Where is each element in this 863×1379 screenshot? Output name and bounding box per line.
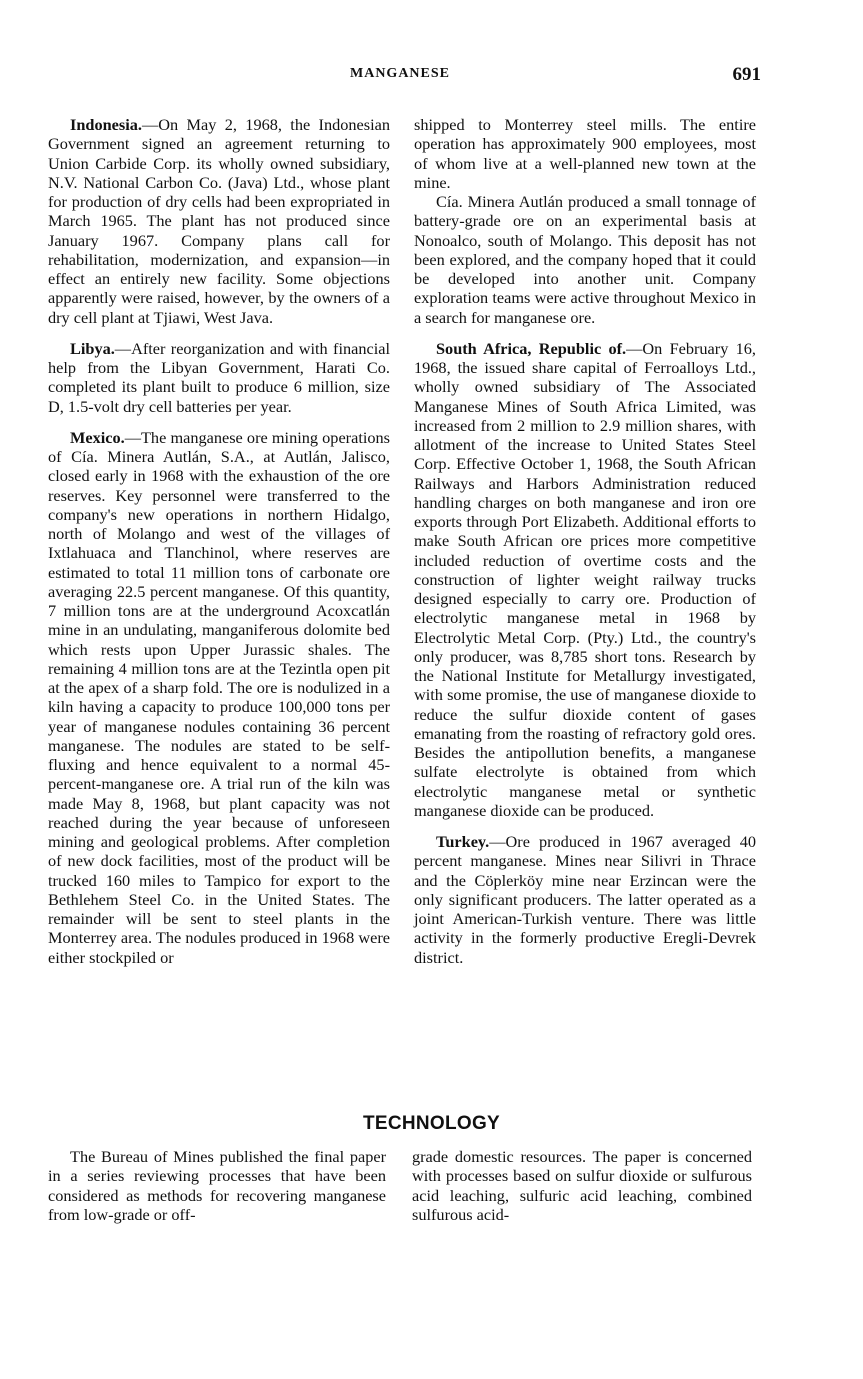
paragraph-indonesia: [48, 115, 390, 327]
paragraph-turkey: [414, 832, 756, 967]
paragraph-text: —The manganese ore mining operations of Cía. Minera Autlán, S.A., at Autlán, Jalisco, closed early in 1968 with the exhaustion of the ore reserves. Key personnel were transferred to the company's new operations in northern Hidalgo, north of Molango and west of the villages of Ixtlahuaca and Tlanchinol, where reserves are estimated to total 11 million tons of carbonate ore averaging 22.5 percent manganese. Of this quantity, 7 million tons are at the underground Acoxcatlán mine in an undulating, manganiferous dolomite bed which rests upon Upper Jurassic shales. The remaining 4 million tons are at the Tezintla open pit at the apex of a sharp fold. The ore is nodulized in a kiln having a capacity to produce 100,000 tons per year of manganese nodules containing 36 percent manganese. The nodules are stated to be self-fluxing and hence equivalent to a normal 45-percent-manganese ore. A trial run of the kiln was made May 8, 1968, but plant capacity was not reached during the year because of unforeseen mining and geological problems. After completion of new dock facilities, most of the product will be trucked 160 miles to Tampico for export to the Bethlehem Steel Co. in the United States. The remainder will be sent to steel plants in the Monterrey area. The nodules produced in 1968 were either stockpiled or: [48, 427, 390, 967]
technology-right-column: [412, 1147, 752, 1224]
paragraph-text: —After reorganization and with financial help from the Libyan Government, Harati Co. completed its plant built to produce 6 million, size D, 1.5-volt dry cell batteries per year.: [48, 338, 390, 416]
paragraph-text: —On February 16, 1968, the issued share capital of Ferroalloys Ltd., wholly owned subsidiary of The Associated Manganese Mines of South Africa Limited, was increased from 2 million to 2.9 million shares, with allotment of the increase to United States Steel Corp. Effective October 1, 1968, the South African Railways and Harbors Administration reduced handling charges on both manganese and iron ore exports through Port Elizabeth. Additional efforts to make South African ore prices more competitive included reduction of overtime costs and the construction of lighter weight railway trucks designed especially to carry ore. Production of electrolytic manganese metal in 1968 by Electrolytic Metal Corp. (Pty.) Ltd., the country's only producer, was 8,785 short tons. Research by the National Institute for Metallurgy investigated, with some promise, the use of manganese dioxide to reduce the sulfur dioxide content of gases emanating from the roasting of refractory gold ores. Besides the antipollution benefits, a manganese sulfate electrolyte is obtained from which electrolytic manganese metal or synthetic manganese dioxide can be produced.: [414, 338, 756, 820]
paragraph-south-africa: [414, 339, 756, 820]
section-heading-technology: TECHNOLOGY: [362, 1113, 501, 1134]
left-column: [48, 115, 390, 967]
paragraph-text: —On May 2, 1968, the Indonesian Government signed an agreement returning to Union Carbide Corp. its wholly owned subsidiary, N.V. National Carbon Co. (Java) Ltd., whose plant for production of dry cells had been expropriated in March 1965. The plant has not produced since January 1967. Company plans call for rehabilitation, modernization, and expansion—in effect an entirely new facility. Some objections apparently were raised, however, by the owners of a dry cell plant at Tjiawi, West Java.: [48, 115, 390, 327]
paragraph-mexico-continued: shipped to Monterrey steel mills. The entire operation has approximately 900 employees, most of whom live at a well-planned new town at the mine.: [414, 115, 756, 192]
country-heading-mexico: Mexico.: [70, 427, 125, 447]
running-title: MANGANESE: [350, 66, 451, 81]
country-heading-south-africa: South Africa, Republic of.: [436, 338, 627, 358]
paragraph-text: —Ore produced in 1967 averaged 40 percent manganese. Mines near Silivri in Thrace and the Cöplerköy mine near Erzincan were the only significant producers. The latter operated as a joint American-Turkish venture. There was little activity in the formerly productive Eregli-Devrek district.: [414, 832, 756, 967]
right-column: [414, 115, 756, 967]
technology-left-column: [48, 1147, 386, 1224]
page-number: 691: [732, 64, 761, 85]
paragraph-mexico: [48, 428, 390, 967]
paragraph-technology-start: The Bureau of Mines published the final paper in a series reviewing processes that have been considered as methods for recovering manganese from low-grade or off-: [48, 1147, 386, 1224]
paragraph-libya: [48, 339, 390, 416]
country-heading-libya: Libya.: [70, 338, 115, 358]
running-head: [0, 66, 863, 86]
paragraph-technology-continued: grade domestic resources. The paper is concerned with processes based on sulfur dioxide or sulfurous acid leaching, sulfuric acid leaching, combined sulfurous acid-: [412, 1147, 752, 1224]
country-heading-indonesia: Indonesia.: [70, 115, 142, 134]
country-heading-turkey: Turkey.: [436, 832, 490, 851]
paragraph-mexico-nonoalco: Cía. Minera Autlán produced a small tonnage of battery-grade ore on an experimental basis at Nonoalco, south of Molango. This deposit has not been explored, and the company hoped that it could be developed into another unit. Company exploration teams were active throughout Mexico in a search for manganese ore.: [414, 192, 756, 327]
